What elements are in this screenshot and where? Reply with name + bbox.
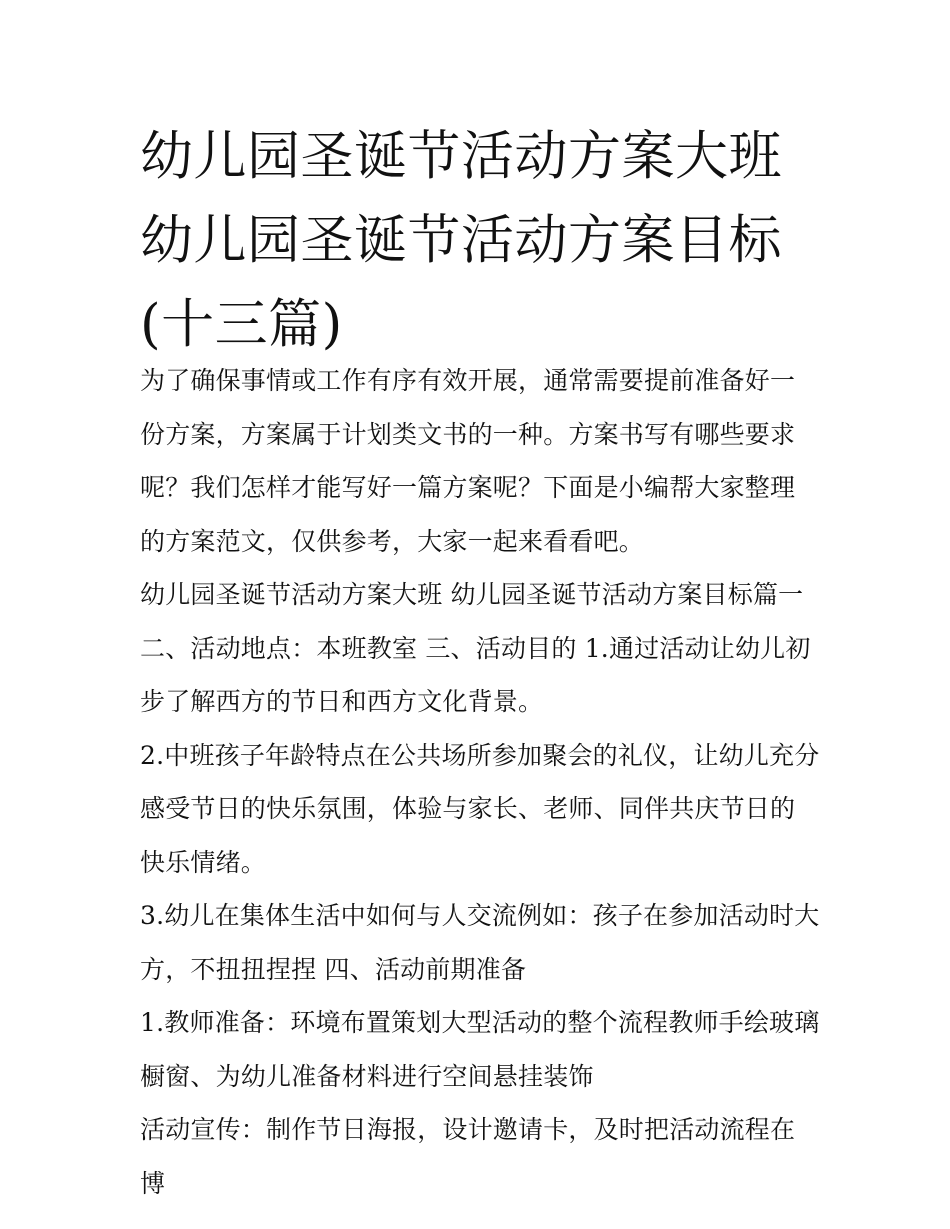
- document-title: 幼儿园圣诞节活动方案大班 幼儿园圣诞节活动方案目标(十三篇): [140, 126, 782, 355]
- intro-paragraph: 为了确保事情或工作有序有效开展，通常需要提前准备好一份方案，方案属于计划类文书的一种。方案书写有哪些要求呢？我们怎样才能写好一篇方案呢？下面是小编帮大家整理的方案范文，仅供参考，大家一起来看看吧。: [140, 366, 796, 556]
- goal-three-paragraph: 3.幼儿在集体生活中如何与人交流例如：孩子在参加活动时大方，不扭扭捏捏 四、活动前期准备: [140, 901, 820, 984]
- section-one-paragraph: 幼儿园圣诞节活动方案大班 幼儿园圣诞节活动方案目标篇一二、活动地点：本班教室 三、活动目的 1.通过活动让幼儿初步了解西方的节日和西方文化背景。: [140, 580, 811, 716]
- teacher-prep-paragraph: 1.教师准备：环境布置策划大型活动的整个流程教师手绘玻璃橱窗、为幼儿准备材料进行空间悬挂装饰: [140, 1008, 820, 1091]
- document-body: [140, 354, 820, 1210]
- promotion-paragraph: 活动宣传：制作节日海报，设计邀请卡，及时把活动流程在博: [140, 1115, 796, 1198]
- goal-two-paragraph: 2.中班孩子年龄特点在公共场所参加聚会的礼仪，让幼儿充分感受节日的快乐氛围，体验与家长、老师、同伴共庆节日的快乐情绪。: [140, 740, 820, 877]
